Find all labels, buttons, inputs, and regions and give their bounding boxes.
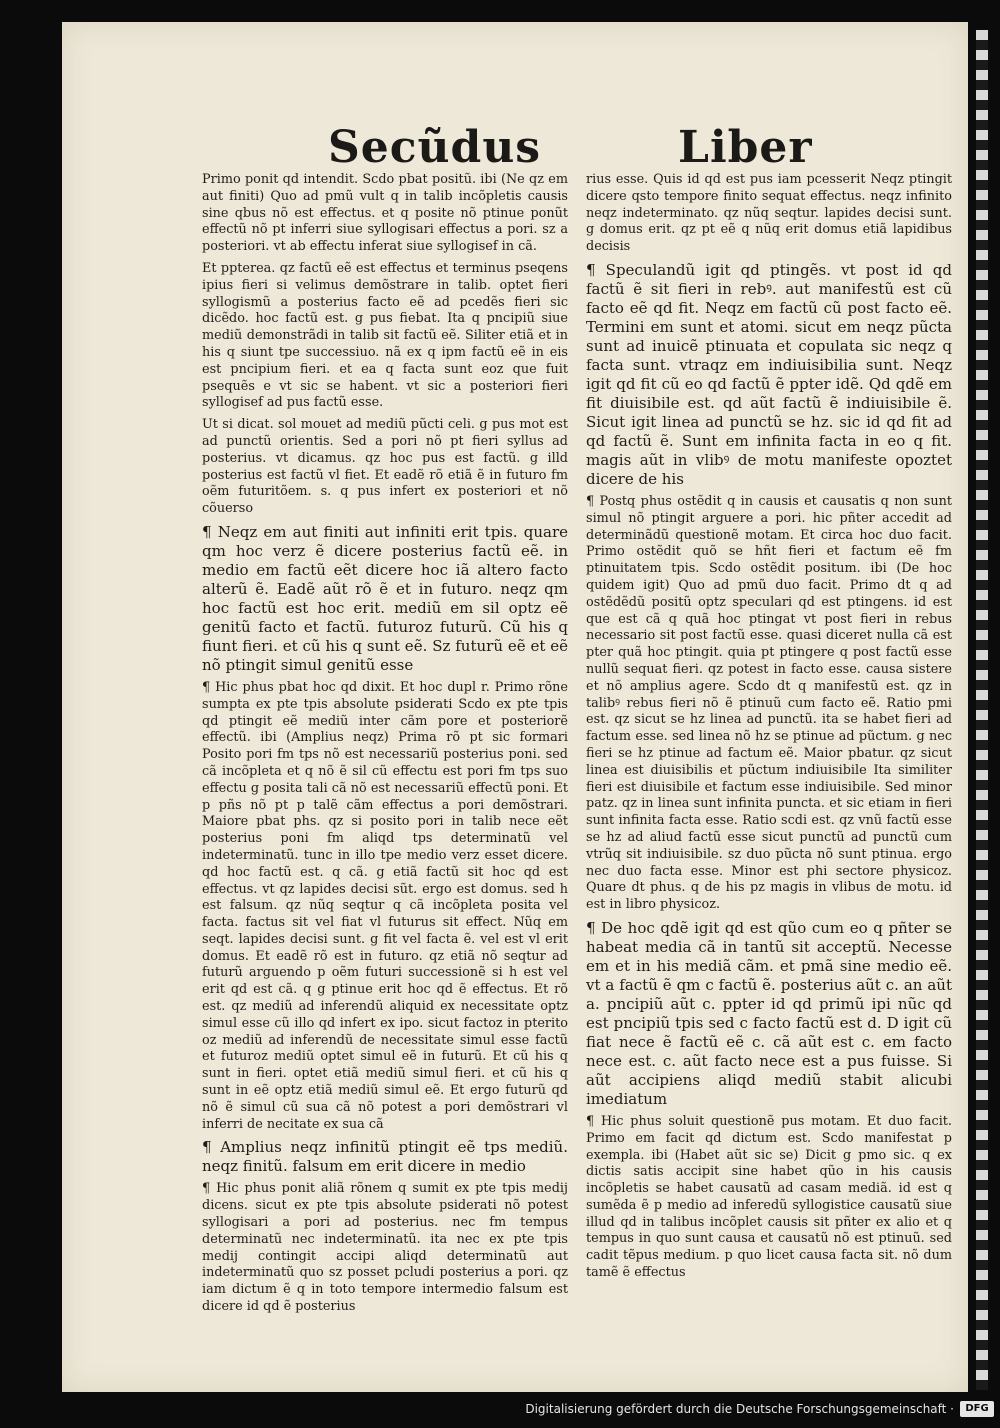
- paragraph: ¶ Speculandũ igit qd ptingẽs. vt post id qd factũ ẽ sit fieri in rebꝰ. aut manifestũ est cũ facto eẽ qd fit. Neqz em factũ cũ post facto eẽ. Termini em sunt et atomi. sicut em neqz pũcta sunt ad inuicẽ ptinuata et copulata sic neqz q facta sunt. vtraqz em indiuisibilia sunt. Neqz igit qd fit cũ eo qd factũ ẽ ppter idẽ. Qd qdẽ em fit diuisibile est. qd aũt factũ ẽ indiuisibile ẽ. Sicut igit linea ad punctũ se hz. sic id qd fit ad qd factũ ẽ. Sunt em infinita facta in eo q fit. magis aũt in vlibꝰ de motu manifeste opoztet dicere de his: [586, 260, 952, 488]
- footer-bar: [0, 1392, 1000, 1428]
- color-scale-strip: [976, 30, 988, 1390]
- paragraph: Primo ponit qd intendit. Scdo pbat positũ. ibi (Ne qz em aut finiti) Quo ad pmũ vult q in talib incõpletis causis sine qbus nõ est effectus. et q posite nõ ptinue ponũt effectũ nõ pt inferri siue syllogisari effectus a pori. sz a posteriori. vt ab effectu inferat siue syllogisef in cã.: [202, 172, 568, 255]
- paragraph: ¶ Neqz em aut finiti aut infiniti erit tpis. quare qm hoc verz ẽ dicere posterius factũ eẽ. in medio em factũ eẽt dicere hoc iã altero facto alterũ ẽ. Eadẽ aũt rõ ẽ et in futuro. neqz qm hoc factũ est hoc erit. mediũ em sil optz eẽ genitũ facto et factũ. futuroz futurũ. Cũ his q fiunt fieri. et cũ his q sunt eẽ. Sz futurũ eẽ et eẽ nõ ptingit simul genitũ esse: [202, 522, 568, 674]
- paragraph: rius esse. Quis id qd est pus iam pcesserit Neqz ptingit dicere qsto tempore finito sequat effectus. neqz infinito neqz indeterminato. qz nũq seqtur. lapides decisi sunt. g domus erit. qz pt eẽ q nũq erit domus etiã lapidibus decisis: [586, 172, 952, 255]
- paragraph: ¶ Hic phus soluit questionẽ pus motam. Et duo facit. Primo em facit qd dictum est. Scdo manifestat p exempla. ibi (Habet aũt sic se) Dicit g pmo sic. q ex dictis satis accipit sine habet qũo in his causis incõpletis se habet causatũ ad casam mediã. id est q sumẽda ẽ p medio ad inferedũ syllogistice causatũ siue illud qd in talibus incõplet causis sit pñter ex alio et q tempus in quo sunt causa et causatũ nõ est ptinuũ. sed cadit tẽpus medium. p quo licet causa facta sit. nõ dum tamẽ ẽ effectus: [586, 1113, 952, 1281]
- paragraph: ¶ Hic phus pbat hoc qd dixit. Et hoc dupl r. Primo rõne sumpta ex pte tpis absolute psiderati Scdo ex pte tpis qd ptingit eẽ mediũ inter cãm pore et posteriorẽ effectũ. ibi (Amplius neqz) Prima rõ pt sic formari Posito pori fm tps nõ est necessariũ posterius poni. sed cã incõpleta et q nõ ẽ sil cũ effectu est pori fm tps suo effectu g posita tali cã nõ est necessariũ effectũ poni. Et p pñs nõ pt p talẽ cãm effectus a pori demõstrari. Maiore pbat phs. qz si posito pori in talib nece eẽt posterius poni fm aliqd tps determinatũ vel indeterminatũ. tunc in illo tpe medio verz esset dicere. qd hoc factũ est. q cã. g etiã factũ sit hoc qd est effectus. vt qz lapides decisi sũt. ergo est domus. sed h est falsum. qz nũq seqtur q cã incõpleta posita vel facta. factus sit vel fiat vl futurus sit effect. Nũq em seqt. lapides decisi sunt. g fit vel facta ẽ. vel est vl erit domus. Et eadẽ rõ est in futuro. qz etiã nõ seqtur ad futurũ arguendo p oẽm futuri successionẽ si h est vel erit qd est cã. q g ptinue erit hoc qd ẽ effectus. Et rõ est. qz mediũ ad inferendũ aliquid ex necessitate optz simul esse cũ illo qd infert ex ipo. sicut factoz in pterito oz mediũ ad inferendũ de necessitate simul esse factũ et futuroz mediũ optet simul eẽ in futurũ. Et cũ his q sunt in fieri. optet etiã mediũ simul fieri. et cũ his q sunt in eẽ optz etiã mediũ simul eẽ. Et ergo futurũ qd nõ ẽ simul cũ sua cã nõ potest a pori demõstrari vl inferri de necitate ex sua cã: [202, 679, 568, 1132]
- paragraph: ¶ De hoc qdẽ igit qd est qũo cum eo q pñter se habeat media cã in tantũ sit acceptũ. Necesse em et in his mediã cãm. et pmã sine medio eẽ. vt a factũ ẽ qm c factũ ẽ. posterius aũt c. an aũt a. pncipiũ aũt c. ppter id qd primũ ipi nũc qd est pncipiũ tpis sed c facto factũ est d. D igit cũ fiat nece ẽ factũ eẽ c. cã aũt est c. em facto nece est. c. aũt facto nece est a pus fuisse. Si aũt accipiens aliqd mediũ stabit alicubi imediatum: [586, 918, 952, 1108]
- paragraph: ¶ Postq phus ostẽdit q in causis et causatis q non sunt simul nõ ptingit arguere a pori. hic pñter accedit ad determinãdũ questionẽ motam. Et circa hoc duo facit. Primo ostẽdit quõ se hñt fieri et factum eẽ fm ptinuitatem tpis. Scdo ostẽdit positum. ibi (De hoc quidem igit) Quo ad pmũ duo facit. Primo dt q ad ostẽdẽdũ positũ optz speculari qd est ptingens. id est que est cã q quã hoc ptingat vt post fieri in rebus necessario sit post factũ esse. quasi diceret nulla cã est pter quã hoc ptingit. quia pt ptingere q post factũ esse nullũ sequat fieri. qz potest in facto esse. causa sistere et nõ amplius agere. Scdo dt q manifestũ est. qz in talibꝰ rebus fieri nõ ẽ ptinuũ cum facto eẽ. Ratio pmi est. qz sicut se hz linea ad punctũ. ita se habet fieri ad factum esse. sed linea nõ hz se ptinue ad pũctum. g nec fieri se hz ptinue ad factum eẽ. Maior pbatur. qz sicut linea est diuisibilis et pũctum indiuisibile Ita similiter fieri est diuisibile et factum esse indiuisibile. Sed minor patz. qz in linea sunt infinita puncta. et sic etiam in fieri sunt infinita facta esse. Ratio scdi est. qz vnũ factũ esse se hz ad aliud factũ esse sicut punctũ ad punctũ cum vtrũq sit indiuisibile. sz duo pũcta nõ sunt ptinua. ergo nec duo facta esse. Minor est phi sectore physicoz. Quare dt phus. q de his pz magis in vlibus de motu. id est in libro physicoz.: [586, 493, 952, 913]
- left-text-column: [202, 172, 568, 1321]
- dfg-logo-icon: DFG: [960, 1401, 994, 1417]
- paragraph: Et ppterea. qz factũ eẽ est effectus et terminus pseqens ipius fieri si velimus demõstrare in talib. optet fieri syllogismũ a posterius facto eẽ ad pcedẽs fieri sic dicẽdo. hoc factũ est. g pus fiebat. Ita q pncipiũ siue mediũ demonstrãdi in talib sit factũ eẽ. Siliter etiã et in his q siunt tpe successiuo. nã ex q ipm factũ eẽ in eis est pncipium fieri. et ea q facta sunt eoz que fuit psequẽs e vt sic se habent. vt sic a posteriori fieri syllogisef ad pus factũ esse.: [202, 260, 568, 411]
- paragraph: ¶ Amplius neqz infinitũ ptingit eẽ tps mediũ. neqz finitũ. falsum em erit dicere in medio: [202, 1138, 568, 1176]
- right-text-column: [586, 172, 952, 1287]
- paragraph: Ut si dicat. sol mouet ad mediũ pũcti celi. g pus mot est ad punctũ orientis. Sed a pori nõ pt fieri syllus ad posterius. vt dicamus. qz hoc pus est factũ. g illd posterius est factũ vl fiet. Et eadẽ rõ etiã ẽ in futuro fm oẽm futuritõem. s. q pus infert ex posteriori et nõ cõuerso: [202, 417, 568, 517]
- header-left-word: Secũdus: [328, 122, 542, 173]
- footer-credit: Digitalisierung gefördert durch die Deutsche Forschungsgemeinschaft ·: [525, 1402, 954, 1416]
- paragraph: ¶ Hic phus ponit aliã rõnem q sumit ex pte tpis medij dicens. sicut ex pte tpis absolute psiderati nõ potest syllogisari a pori ad posterius. nec fm tempus determinatũ nec indeterminatũ. ita nec ex pte tpis medij contingit accipi aliqd determinatũ aut indeterminatũ quo sz posset pcludi posterius a pori. qz iam dictum ẽ q in toto tempore intermedio falsum est dicere id qd ẽ posterius: [202, 1181, 568, 1315]
- header-right-word: Liber: [678, 122, 813, 173]
- manuscript-page: [62, 22, 968, 1392]
